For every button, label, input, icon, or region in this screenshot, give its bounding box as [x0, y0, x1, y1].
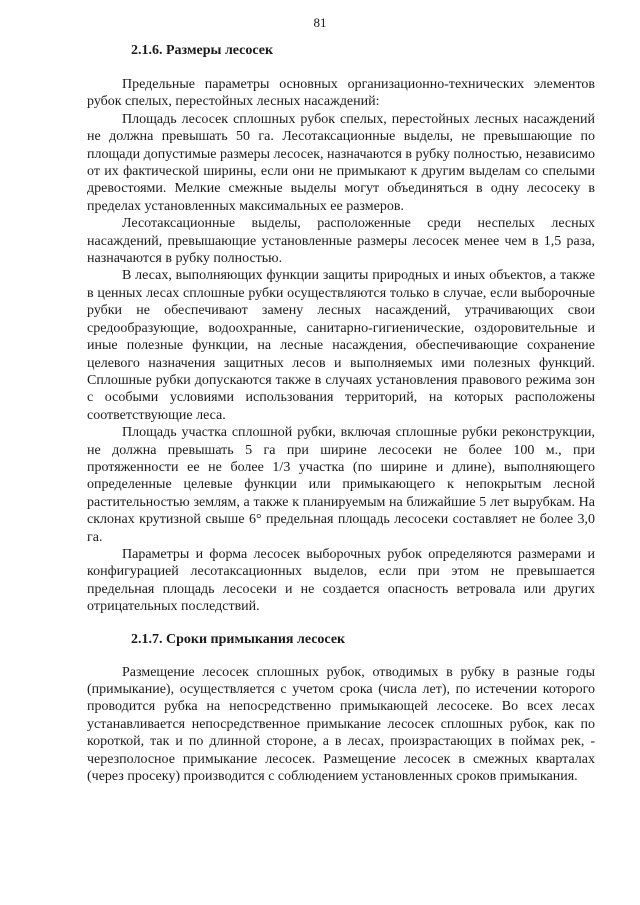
- section-lesosek-sizes: [87, 42, 595, 616]
- section-heading: 2.1.7. Сроки примыкания лесосек: [131, 631, 346, 647]
- paragraph: В лесах, выполняющих функции защиты природных и иных объектов, а также в ценных лесах сплошные рубки осуществляются только в случае, если выборочные рубки не обеспечивают замену лесных насаждений, утрачивающих свои средообразующие, водоохранные, санитарно-гигиенические, оздоровительные и иные полезные функции, на лесные насаждения, обеспечивающие сохранение целевого назначения защитных лесов и выполняемых ими полезных функций. Сплошные рубки допускаются также в случаях установления правового режима зон с особыми условиями использования территорий, на которых расположены соответствующие леса.: [87, 268, 595, 423]
- paragraph: Параметры и форма лесосек выборочных рубок определяются размерами и конфигурацией лесотаксационных выделов, если при этом не превышается предельная площадь лесосеки и не создается опасность ветровала или других отрицательных последствий.: [87, 546, 595, 615]
- paragraph: Площадь лесосек сплошных рубок спелых, перестойных лесных насаждений не должна превышать 50 га. Лесотаксационные выделы, не превышающие по площади допустимые размеры лесосек, назначаются в рубку полностью, независимо от их фактической ширины, если они не примыкают к другим выделам со спелыми древостоями. Мелкие смежные выделы могут объединяться в одну лесосеку в пределах установленных максимальных ее размеров.: [87, 111, 595, 214]
- section-heading: 2.1.6. Размеры лесосек: [131, 43, 274, 58]
- paragraph: Площадь участка сплошной рубки, включая сплошные рубки реконструкции, не должна превышать 5 га при ширине лесосеки не более 100 м., при протяженности ее не более 1/3 участка (по ширине и длине), выполняющего определенные целевые функции или примыкающего к непокрытым лесной растительностью землям, а также к планируемым на ближайшие 5 лет вырубкам. На склонах крутизной свыше 6° предельная площадь лесосеки составляет не более 3,0 га.: [87, 425, 595, 545]
- paragraph: Размещение лесосек сплошных рубок, отводимых в рубку в разные годы (примыкание), осуществляется с учетом срока (числа лет), по истечении которого проводится рубка на непосредственно примыкающей лесосеке. Во всех лесах устанавливается непосредственное примыкание лесосек сплошных рубок, как по короткой, так и по длинной стороне, а в лесах, произрастающих в поймах рек, - черезполосное примыкание лесосек. Размещение лесосек в смежных кварталах (через просеку) производится с соблюдением установленных сроков примыкания.: [87, 664, 595, 785]
- paragraph: Лесотаксационные выделы, расположенные среди неспелых лесных насаждений, превышающие установленные размеры лесосек менее чем в 1,5 раза, назначаются в рубку полностью.: [87, 216, 595, 267]
- page-body: [87, 42, 595, 785]
- paragraph: Предельные параметры основных организационно-технических элементов рубок спелых, перестойных лесных насаждений:: [87, 77, 595, 110]
- page-number: 81: [313, 15, 327, 30]
- section-adjacency-terms: [87, 631, 595, 786]
